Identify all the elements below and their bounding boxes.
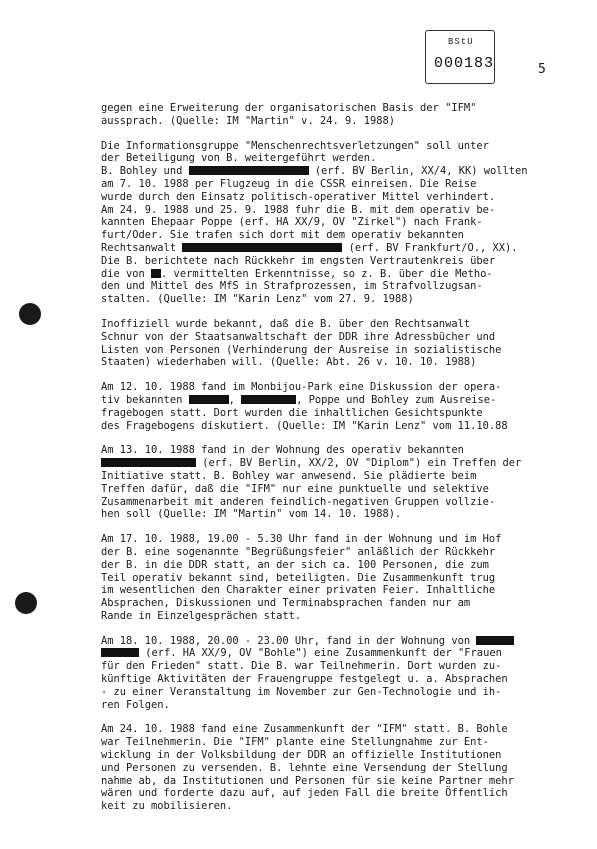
text-line: [101, 152, 579, 165]
text-line: [101, 610, 579, 623]
line-text: B. Bohley und: [101, 165, 189, 178]
text-line: [101, 470, 579, 483]
text-line: [101, 331, 579, 344]
line-text: und Personen zu versenden. B. lehnte eine Versendung der Stellung: [101, 761, 508, 774]
redaction-bar: [241, 395, 296, 404]
text-line: [101, 647, 579, 660]
line-text: hen soll (Quelle: IM "Martin" vom 14. 10. 1988).: [101, 508, 402, 521]
text-line: [101, 102, 579, 115]
line-text: Zusammenarbeit mit anderen feindlich-negativen Gruppen vollzie-: [101, 495, 496, 508]
line-text: ,: [228, 393, 242, 406]
line-text: (erf. BV Frankfurt/O., XX).: [342, 241, 518, 254]
line-text: der B. in die DDR statt, an der sich ca. 100 Personen, die zum: [101, 558, 489, 571]
text-line: [101, 800, 579, 813]
line-text: Schnur von der Staatsanwaltschaft der DDR ihre Adressbücher und: [101, 330, 496, 343]
text-line: [101, 787, 579, 800]
line-text: aussprach. (Quelle: IM "Martin" v. 24. 9. 1988): [101, 114, 396, 127]
line-text: Initiative statt. B. Bohley war anwesend. Sie plädierte beim: [101, 469, 477, 482]
paragraph: [101, 381, 579, 432]
text-line: [101, 318, 579, 331]
text-line: [101, 686, 579, 699]
archive-stamp: [425, 30, 495, 84]
text-line: [101, 635, 579, 648]
text-line: [101, 407, 579, 420]
line-text: Die Informationsgruppe "Menschenrechtsverletzungen" soll unter: [101, 139, 489, 152]
punch-hole: [19, 303, 41, 325]
text-line: [101, 242, 579, 255]
text-line: [101, 483, 579, 496]
line-text: (erf. BV Berlin, XX/4, KK) wollten: [308, 165, 528, 178]
text-line: [101, 140, 579, 153]
paragraph: [101, 533, 579, 623]
line-text: Am 12. 10. 1988 fand im Monbijou-Park eine Diskussion der opera-: [101, 381, 502, 394]
text-line: [101, 204, 579, 217]
line-text: (erf. HA XX/9, OV "Bohle") eine Zusammenkunft der "Frauen: [139, 647, 502, 660]
line-text: Teil operativ bekannt sind, beteiligten. Die Zusammenkunft trug: [101, 571, 496, 584]
text-line: [101, 216, 579, 229]
line-text: war Teilnehmerin. Die "IFM" plante eine Stellungnahme zur Ent-: [101, 736, 489, 749]
text-line: [101, 229, 579, 242]
line-text: Die B. berichtete nach Rückkehr im engsten Vertrautenkreis über: [101, 254, 496, 267]
text-line: [101, 420, 579, 433]
text-line: [101, 584, 579, 597]
line-text: stalten. (Quelle: IM "Karin Lenz" vom 27. 9. 1988): [101, 293, 414, 306]
text-line: [101, 394, 579, 407]
text-line: [101, 444, 579, 457]
line-text: den und Mittel des MfS in Strafprozessen, im Strafvollzugsan-: [101, 280, 483, 293]
redaction-bar: [476, 636, 514, 645]
text-line: [101, 255, 579, 268]
line-text: . vermittelten Erkenntnisse, so z. B. über die Metho-: [161, 267, 493, 280]
line-text: für den Frieden" statt. Die B. war Teilnehmerin. Dort wurden zu-: [101, 660, 502, 673]
line-text: wären und forderte dazu auf, auf jeden Fall die breite Öffentlich: [101, 787, 508, 800]
redaction-bar: [189, 395, 229, 404]
punch-hole: [15, 592, 37, 614]
redaction-bar: [189, 166, 309, 175]
line-text: ren Folgen.: [101, 698, 170, 711]
text-line: [101, 457, 579, 470]
line-text: Rechtsanwalt: [101, 241, 183, 254]
line-text: Am 17. 10. 1988, 19.00 - 5.30 Uhr fand in der Wohnung und im Hof: [101, 533, 502, 546]
text-line: [101, 165, 579, 178]
redaction-bar: [151, 269, 161, 278]
line-text: die von: [101, 267, 152, 280]
paragraph: [101, 102, 579, 128]
line-text: furt/Oder. Sie trafen sich dort mit dem operativ bekannten: [101, 229, 464, 242]
line-text: Staaten) wiederhaben will. (Quelle: Abt. 26 v. 10. 10. 1988): [101, 356, 477, 369]
line-text: Absprachen, Diskussionen und Terminabsprachen fanden nur am: [101, 597, 471, 610]
text-line: [101, 496, 579, 509]
page-number: 5: [538, 62, 546, 77]
text-line: [101, 762, 579, 775]
redaction-bar: [101, 458, 196, 467]
text-line: [101, 191, 579, 204]
text-line: [101, 508, 579, 521]
text-line: [101, 280, 579, 293]
line-text: (erf. BV Berlin, XX/2, OV "Diplom") ein Treffen der: [196, 457, 522, 470]
line-text: Rande in Einzelgesprächen statt.: [101, 609, 302, 622]
text-line: [101, 597, 579, 610]
redaction-bar: [182, 243, 342, 252]
line-text: , Poppe und Bohley zum Ausreise-: [296, 393, 497, 406]
line-text: der Beteiligung von B. weitergeführt werden.: [101, 152, 377, 165]
text-line: [101, 736, 579, 749]
text-line: [101, 559, 579, 572]
redaction-bar: [101, 648, 139, 657]
stamp-number: 000183: [434, 55, 495, 72]
paragraph: [101, 140, 579, 306]
text-line: [101, 749, 579, 762]
paragraph: [101, 723, 579, 813]
line-text: Treffen dafür, daß die "IFM" nur eine punktuelle und selektive: [101, 482, 489, 495]
text-line: [101, 723, 579, 736]
line-text: - zu einer Veranstaltung im November zur Gen-Technologie und ih-: [101, 685, 502, 698]
line-text: Listen von Personen (Verhinderung der Ausreise in sozialistische: [101, 343, 502, 356]
line-text: kannten Ehepaar Poppe (erf. HA XX/9, OV "Zirkel") nach Frank-: [101, 216, 483, 229]
text-line: [101, 178, 579, 191]
line-text: tiv bekannten: [101, 393, 189, 406]
text-line: [101, 381, 579, 394]
paragraph: [101, 444, 579, 521]
text-line: [101, 775, 579, 788]
line-text: gegen eine Erweiterung der organisatorischen Basis der "IFM": [101, 102, 477, 114]
line-text: des Fragebogens diskutiert. (Quelle: IM "Karin Lenz" vom 11.10.88: [101, 419, 508, 432]
line-text: wurde durch den Einsatz politisch-operativer Mittel verhindert.: [101, 190, 496, 203]
text-line: [101, 293, 579, 306]
line-text: Am 24. 9. 1988 und 25. 9. 1988 fuhr die B. mit dem operativ be-: [101, 203, 496, 216]
line-text: keit zu mobilisieren.: [101, 800, 233, 813]
line-text: nahme ab, da Institutionen und Personen für sie keine Partner mehr: [101, 774, 514, 787]
line-text: Am 18. 10. 1988, 20.00 - 23.00 Uhr, fand in der Wohnung von: [101, 634, 477, 647]
line-text: fragebogen statt. Dort wurden die inhaltlichen Gesichtspunkte: [101, 406, 483, 419]
line-text: Am 24. 10. 1988 fand eine Zusammenkunft der "IFM" statt. B. Bohle: [101, 723, 508, 736]
text-line: [101, 344, 579, 357]
line-text: im wesentlichen den Charakter einer privaten Feier. Inhaltliche: [101, 584, 496, 597]
text-line: [101, 115, 579, 128]
stamp-label: BStU: [448, 37, 474, 47]
text-line: [101, 546, 579, 559]
paragraph: [101, 318, 579, 369]
text-line: [101, 699, 579, 712]
line-text: Am 13. 10. 1988 fand in der Wohnung des operativ bekannten: [101, 444, 464, 457]
text-line: [101, 660, 579, 673]
line-text: künftige Aktivitäten der Frauengruppe festgelegt u. a. Absprachen: [101, 673, 508, 686]
text-line: [101, 268, 579, 281]
text-line: [101, 356, 579, 369]
paragraph: [101, 635, 579, 712]
line-text: der B. eine sogenannte "Begrüßungsfeier" anläßlich der Rückkehr: [101, 545, 496, 558]
line-text: Inoffiziell wurde bekannt, daß die B. über den Rechtsanwalt: [101, 317, 471, 330]
line-text: am 7. 10. 1988 per Flugzeug in die CSSR einreisen. Die Reise: [101, 177, 477, 190]
document-body: [101, 102, 579, 825]
line-text: wicklung in der Volksbildung der DDR an offizielle Institutionen: [101, 749, 502, 762]
text-line: [101, 572, 579, 585]
text-line: [101, 533, 579, 546]
text-line: [101, 673, 579, 686]
